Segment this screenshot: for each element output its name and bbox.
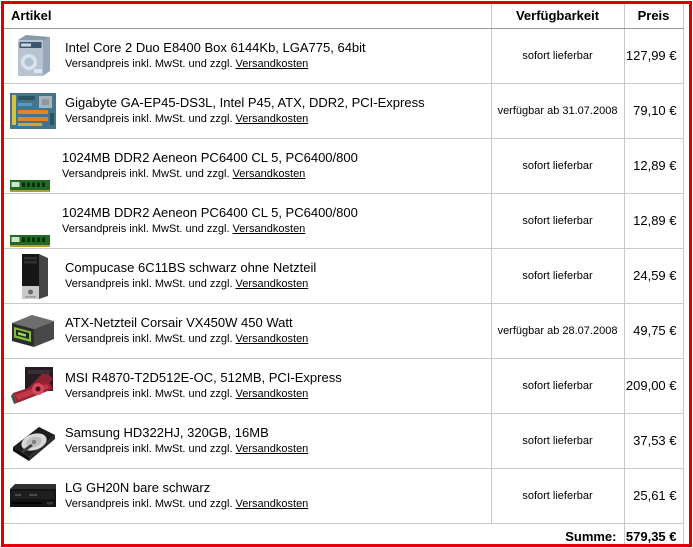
availability: sofort lieferbar: [491, 468, 624, 523]
shipping-text: Versandpreis inkl. MwSt. und zzgl.: [65, 58, 233, 70]
price: 127,99 €: [624, 28, 683, 83]
product-title: 1024MB DDR2 Aeneon PC6400 CL 5, PC6400/800: [62, 205, 358, 220]
cpu-box-image: [9, 30, 57, 82]
availability: sofort lieferbar: [491, 248, 624, 303]
optical-drive-image: [9, 470, 57, 522]
shipping-note: [65, 332, 308, 347]
product-title: Samsung HD322HJ, 320GB, 16MB: [65, 425, 269, 440]
availability: verfügbar ab 31.07.2008: [491, 83, 624, 138]
shipping-text: Versandpreis inkl. MwSt. und zzgl.: [65, 278, 233, 290]
product-title: LG GH20N bare schwarz: [65, 480, 211, 495]
shipping-note: [62, 222, 358, 237]
shipping-costs-link[interactable]: Versandkosten: [235, 443, 309, 455]
shipping-note: [65, 497, 308, 512]
summary-label: Summe:: [4, 523, 624, 547]
graphics-card-image: [9, 360, 57, 412]
shipping-text: Versandpreis inkl. MwSt. und zzgl.: [65, 388, 233, 400]
shipping-note: [62, 167, 358, 182]
table-row: [4, 83, 683, 138]
shipping-text: Versandpreis inkl. MwSt. und zzgl.: [65, 333, 233, 345]
power-supply-image: [9, 304, 57, 356]
table-row: [4, 193, 683, 248]
price: 12,89 €: [624, 193, 683, 248]
price: 12,89 €: [624, 138, 683, 193]
product-title: ATX-Netzteil Corsair VX450W 450 Watt: [65, 315, 293, 330]
price: 79,10 €: [624, 83, 683, 138]
shipping-costs-link[interactable]: Versandkosten: [232, 223, 306, 235]
price: 24,59 €: [624, 248, 683, 303]
table-row: [4, 248, 683, 303]
shipping-note: [65, 112, 425, 127]
availability: sofort lieferbar: [491, 138, 624, 193]
table-row: [4, 303, 683, 358]
availability: verfügbar ab 28.07.2008: [491, 303, 624, 358]
motherboard-image: [9, 85, 57, 137]
price: 209,00 €: [624, 358, 683, 413]
shipping-note: [65, 387, 342, 402]
price: 37,53 €: [624, 413, 683, 468]
table-row: [4, 413, 683, 468]
price: 25,61 €: [624, 468, 683, 523]
summary-row: [4, 523, 683, 547]
column-header-preis: Preis: [624, 4, 683, 28]
shipping-costs-link[interactable]: Versandkosten: [235, 58, 309, 70]
shipping-costs-link[interactable]: Versandkosten: [235, 388, 309, 400]
shipping-text: Versandpreis inkl. MwSt. und zzgl.: [65, 498, 233, 510]
product-title: Gigabyte GA-EP45-DS3L, Intel P45, ATX, DDR2, PCI-Express: [65, 95, 425, 110]
shipping-text: Versandpreis inkl. MwSt. und zzgl.: [65, 113, 233, 125]
shipping-costs-link[interactable]: Versandkosten: [235, 498, 309, 510]
shipping-text: Versandpreis inkl. MwSt. und zzgl.: [62, 223, 230, 235]
column-header-verfuegbarkeit: Verfügbarkeit: [491, 4, 624, 28]
availability: sofort lieferbar: [491, 413, 624, 468]
cart-table-frame: [1, 1, 692, 547]
shipping-note: [65, 57, 366, 72]
hard-drive-image: [9, 415, 57, 467]
product-title: 1024MB DDR2 Aeneon PC6400 CL 5, PC6400/800: [62, 150, 358, 165]
tower-case-image: [9, 250, 57, 302]
column-header-artikel: Artikel: [4, 4, 491, 28]
shipping-costs-link[interactable]: Versandkosten: [235, 113, 309, 125]
availability: sofort lieferbar: [491, 358, 624, 413]
availability: sofort lieferbar: [491, 28, 624, 83]
ram-module-image: [6, 196, 54, 248]
shipping-costs-link[interactable]: Versandkosten: [232, 168, 306, 180]
product-title: MSI R4870-T2D512E-OC, 512MB, PCI-Express: [65, 370, 342, 385]
shipping-costs-link[interactable]: Versandkosten: [235, 333, 309, 345]
shipping-note: [65, 442, 308, 457]
table-header-row: [4, 4, 683, 28]
table-row: [4, 468, 683, 523]
shipping-note: [65, 277, 316, 292]
summary-total: 579,35 €: [624, 523, 683, 547]
product-title: Intel Core 2 Duo E8400 Box 6144Kb, LGA775, 64bit: [65, 40, 366, 55]
product-title: Compucase 6C11BS schwarz ohne Netzteil: [65, 260, 317, 275]
price: 49,75 €: [624, 303, 683, 358]
availability: sofort lieferbar: [491, 193, 624, 248]
table-row: [4, 138, 683, 193]
shipping-text: Versandpreis inkl. MwSt. und zzgl.: [62, 168, 230, 180]
shipping-text: Versandpreis inkl. MwSt. und zzgl.: [65, 443, 233, 455]
shopping-cart-table: [4, 4, 684, 547]
shipping-costs-link[interactable]: Versandkosten: [235, 278, 309, 290]
table-row: [4, 358, 683, 413]
ram-module-image: [6, 141, 54, 193]
table-row: [4, 28, 683, 83]
